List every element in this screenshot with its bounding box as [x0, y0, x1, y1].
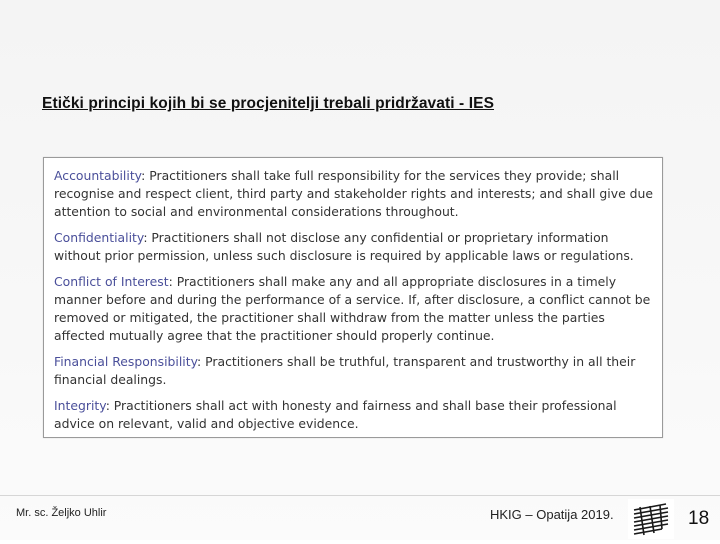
principle-financial-responsibility — [54, 353, 654, 389]
footer-author: Mr. sc. Željko Uhlir — [16, 507, 107, 519]
principle-text: : Practitioners shall not disclose any confidential or proprietary information without prior permission, unless such disclosure is required by applicable laws or regulations. — [54, 230, 634, 263]
footer-event: HKIG – Opatija 2019. — [490, 507, 614, 522]
principle-text: : Practitioners shall be truthful, transparent and trustworthy in all their financial dealings. — [54, 354, 636, 387]
principle-integrity — [54, 397, 654, 433]
page-number: 18 — [688, 508, 710, 529]
principle-conflict-of-interest — [54, 273, 654, 345]
principle-text: : Practitioners shall take full responsibility for the services they provide; shall recognise and respect client, third party and stakeholder rights and interests; and shall give due attention to social and environmental considerations throughout. — [54, 168, 653, 219]
principle-term: Conflict of Interest — [54, 274, 169, 289]
principle-term: Financial Responsibility — [54, 354, 198, 369]
principle-confidentiality — [54, 229, 654, 265]
slide-title: Etički principi kojih bi se procjenitelji trebali pridržavati - IES — [42, 95, 495, 112]
principle-term: Integrity — [54, 398, 106, 413]
hkig-logo-icon — [628, 499, 674, 539]
principles-box — [43, 157, 663, 438]
principle-text: : Practitioners shall make any and all appropriate disclosures in a timely manner before and during the performance of a service. If, after disclosure, a conflict cannot be removed or mitigated, the practitioner shall withdraw from the matter unless the parties affected mutually agree that the practitioner should properly continue. — [54, 274, 651, 343]
principle-term: Confidentiality — [54, 230, 144, 245]
footer-divider — [0, 495, 720, 496]
principle-accountability — [54, 167, 654, 221]
principle-term: Accountability — [54, 168, 142, 183]
principle-text: : Practitioners shall act with honesty and fairness and shall base their professional advice on relevant, valid and objective evidence. — [54, 398, 617, 431]
